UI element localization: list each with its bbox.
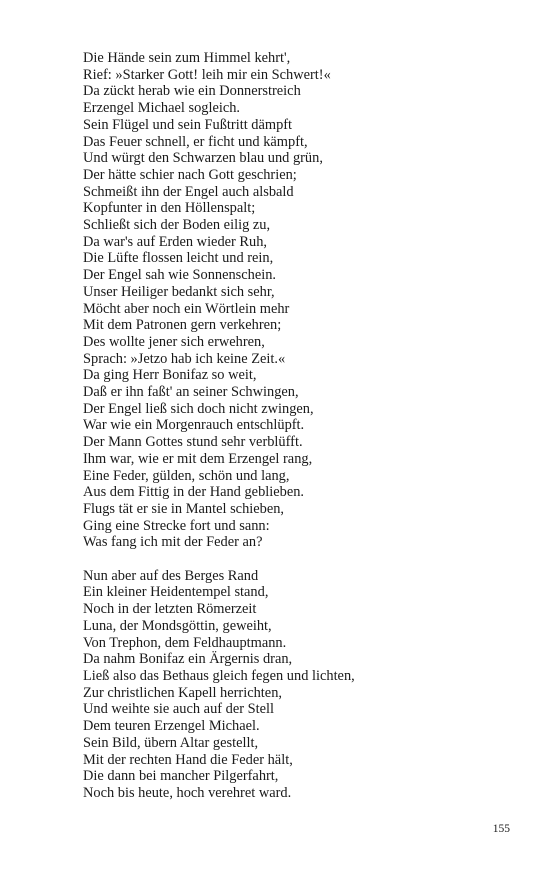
poem-line: Ein kleiner Heidentempel stand,: [83, 584, 269, 601]
poem-line: Sprach: »Jetzo hab ich keine Zeit.«: [83, 350, 286, 367]
poem-line: Das Feuer schnell, er ficht und kämpft,: [83, 133, 308, 150]
poem-line: Noch bis heute, hoch verehret ward.: [83, 784, 292, 801]
poem-line: Ließ also das Bethaus gleich fegen und lichten,: [83, 668, 355, 684]
poem-line: Nun aber auf des Berges Rand: [83, 567, 259, 584]
poem-line: Erzengel Michael sogleich.: [83, 100, 241, 117]
poem-line: Da war's auf Erden wieder Ruh,: [83, 233, 268, 250]
poem-line: Die dann bei mancher Pilgerfahrt,: [83, 768, 279, 785]
poem-line: Der Engel sah wie Sonnenschein.: [83, 267, 277, 284]
poem-line: Der hätte schier nach Gott geschrien;: [83, 166, 297, 183]
poem-line: Ihm war, wie er mit dem Erzengel rang,: [83, 450, 313, 467]
poem-line: Der Engel ließ sich doch nicht zwingen,: [83, 400, 314, 417]
poem-line: Schmeißt ihn der Engel auch alsbald: [83, 183, 294, 200]
poem-line: Die Hände sein zum Himmel kehrt',: [83, 50, 291, 66]
poem-line: Der Mann Gottes stund sehr verblüfft.: [83, 434, 303, 451]
poem-line: Eine Feder, gülden, schön und lang,: [83, 467, 290, 484]
poem-line: Flugs tät er sie in Mantel schieben,: [83, 500, 285, 517]
poem-line: Rief: »Starker Gott! leih mir ein Schwert!«: [83, 66, 331, 83]
poem-line: Schließt sich der Boden eilig zu,: [83, 217, 271, 234]
poem-line: Da ging Herr Bonifaz so weit,: [83, 367, 257, 384]
poem-line: Da zückt herab wie ein Donnerstreich: [83, 83, 301, 100]
poem-line: Sein Flügel und sein Fußtritt dämpft: [83, 116, 293, 133]
poem-line: Von Trephon, dem Feldhauptmann.: [83, 634, 287, 651]
poem-line: Kopfunter in den Höllenspalt;: [83, 200, 256, 217]
poem-line: Ging eine Strecke fort und sann:: [83, 517, 270, 534]
poem-line: Sein Bild, übern Altar gestellt,: [83, 734, 259, 751]
poem-line: Zur christlichen Kapell herrichten,: [83, 684, 282, 701]
poem-line: War wie ein Morgenrauch entschlüpft.: [83, 417, 305, 434]
stanza-2: [83, 568, 523, 802]
poem-line: Mit der rechten Hand die Feder hält,: [83, 751, 293, 768]
poem-line: Die Lüfte flossen leicht und rein,: [83, 250, 274, 267]
poem-line: Aus dem Fittig in der Hand geblieben.: [83, 484, 305, 501]
poem-line: Unser Heiliger bedankt sich sehr,: [83, 283, 275, 300]
poem-line: Daß er ihn faßt' an seiner Schwingen,: [83, 384, 299, 401]
poem-line: Und weihte sie auch auf der Stell: [83, 701, 275, 718]
poem-line: Und würgt den Schwarzen blau und grün,: [83, 150, 323, 167]
poem-line: Noch in der letzten Römerzeit: [83, 601, 257, 618]
poem-text: [83, 50, 523, 802]
poem-line: Da nahm Bonifaz ein Ärgernis dran,: [83, 651, 293, 668]
poem-line: Dem teuren Erzengel Michael.: [83, 718, 260, 735]
poem-line: Luna, der Mondsgöttin, geweiht,: [83, 617, 272, 634]
page-number: 155: [492, 823, 510, 835]
poem-line: Möcht aber noch ein Wörtlein mehr: [83, 300, 290, 317]
poem-line: Was fang ich mit der Feder an?: [83, 534, 263, 551]
stanza-1: [83, 50, 523, 551]
poem-line: Des wollte jener sich erwehren,: [83, 333, 265, 350]
poem-line: Mit dem Patronen gern verkehren;: [83, 317, 282, 334]
